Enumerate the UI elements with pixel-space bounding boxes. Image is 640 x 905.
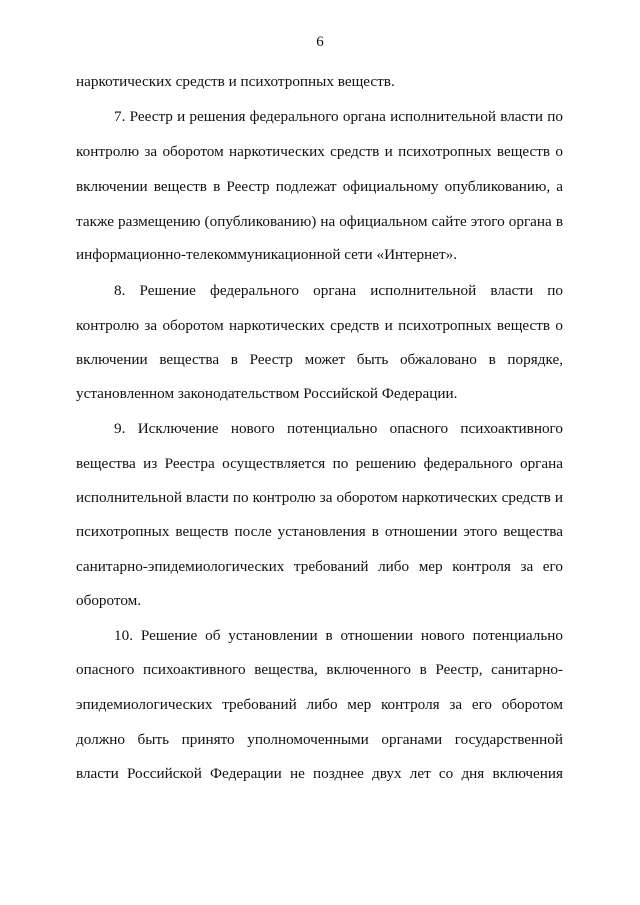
text-line: власти Российской Федерации не позднее двух лет со дня включения	[76, 765, 563, 782]
text-line: контролю за оборотом наркотических средств и психотропных веществ о	[76, 317, 563, 334]
text-line: установленном законодательством Российской Федерации.	[76, 385, 458, 402]
text-line: 9. Исключение нового потенциально опасного психоактивного	[114, 420, 563, 437]
text-line: 10. Решение об установлении в отношении нового потенциально	[114, 627, 563, 644]
text-line: эпидемиологических требований либо мер контроля за его оборотом	[76, 696, 563, 713]
text-line: также размещению (опубликованию) на официальном сайте этого органа в	[76, 213, 563, 230]
text-line: включении веществ в Реестр подлежат официальному опубликованию, а	[76, 178, 563, 195]
page-number: 6	[316, 34, 324, 50]
text-line: 7. Реестр и решения федерального органа исполнительной власти по	[114, 108, 563, 125]
text-line: контролю за оборотом наркотических средств и психотропных веществ о	[76, 143, 563, 160]
text-line: должно быть принято уполномоченными органами государственной	[76, 731, 563, 748]
text-line: информационно-телекоммуникационной сети «Интернет».	[76, 246, 458, 263]
text-line: наркотических средств и психотропных веществ.	[76, 73, 395, 90]
text-line: 8. Решение федерального органа исполнительной власти по	[114, 282, 563, 299]
text-line: вещества из Реестра осуществляется по решению федерального органа	[76, 455, 563, 472]
text-line: исполнительной власти по контролю за оборотом наркотических средств и	[76, 489, 563, 506]
text-line: санитарно-эпидемиологических требований либо мер контроля за его	[76, 558, 563, 575]
text-line: опасного психоактивного вещества, включенного в Реестр, санитарно-	[76, 661, 563, 678]
text-line: оборотом.	[76, 592, 142, 609]
text-line: психотропных веществ после установления в отношении этого вещества	[76, 523, 563, 540]
text-line: включении вещества в Реестр может быть обжаловано в порядке,	[76, 351, 563, 368]
